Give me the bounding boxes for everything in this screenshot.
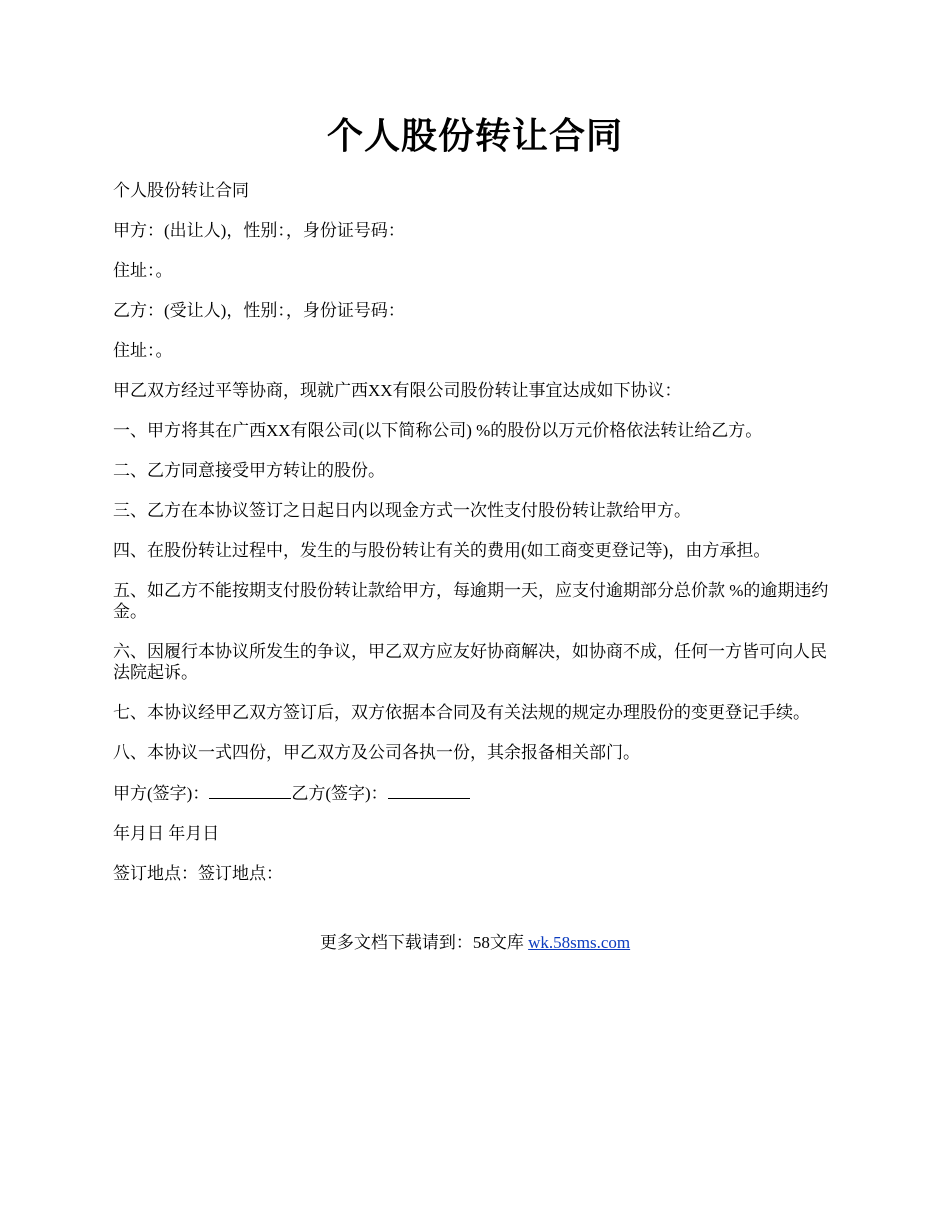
- footer-link[interactable]: wk.58sms.com: [528, 933, 631, 952]
- party-a-signature-label: 甲方(签字)：: [113, 784, 210, 803]
- paragraph-subtitle: 个人股份转让合同: [113, 181, 249, 200]
- clause-6: 六、因履行本协议所发生的争议，甲乙双方应友好协商解决，如协商不成，任何一方皆可向人民法院起诉。: [113, 642, 827, 682]
- paragraph-preamble: 甲乙双方经过平等协商，现就广西XX有限公司股份转让事宜达成如下协议：: [113, 381, 682, 400]
- party-b-signature-blank: [388, 782, 470, 799]
- clause-7: 七、本协议经甲乙双方签订后，双方依据本合同及有关法规的规定办理股份的变更登记手续。: [113, 703, 810, 722]
- clause-4: 四、在股份转让过程中，发生的与股份转让有关的费用(如工商变更登记等)，由方承担。: [113, 541, 771, 560]
- paragraph-party-a-address: 住址：。: [113, 261, 173, 280]
- clause-3: 三、乙方在本协议签订之日起日内以现金方式一次性支付股份转让款给甲方。: [113, 501, 691, 520]
- place-line: 签订地点：签订地点：: [113, 864, 283, 883]
- clause-1: 一、甲方将其在广西XX有限公司(以下简称公司) %的股份以万元价格依法转让给乙方。: [113, 421, 763, 440]
- footer-text: 更多文档下载请到：58文库: [319, 933, 529, 952]
- footer: [0, 932, 950, 954]
- clause-2: 二、乙方同意接受甲方转让的股份。: [113, 461, 385, 480]
- party-a-signature-blank: [209, 782, 291, 799]
- paragraph-party-a: 甲方：(出让人)，性别：，身份证号码：: [113, 221, 405, 240]
- signature-line: [113, 782, 843, 804]
- date-line: 年月日 年月日: [113, 824, 220, 843]
- clause-5: 五、如乙方不能按期支付股份转让款给甲方，每逾期一天，应支付逾期部分总价款 %的逾期违约金。: [113, 581, 829, 621]
- paragraph-party-b-address: 住址：。: [113, 341, 173, 360]
- document-body: [113, 180, 843, 903]
- party-b-signature-label: 乙方(签字)：: [291, 784, 388, 803]
- paragraph-party-b: 乙方：(受让人)，性别：，身份证号码：: [113, 301, 405, 320]
- clause-8: 八、本协议一式四份，甲乙双方及公司各执一份，其余报备相关部门。: [113, 743, 640, 762]
- document-title: 个人股份转让合同: [326, 116, 623, 156]
